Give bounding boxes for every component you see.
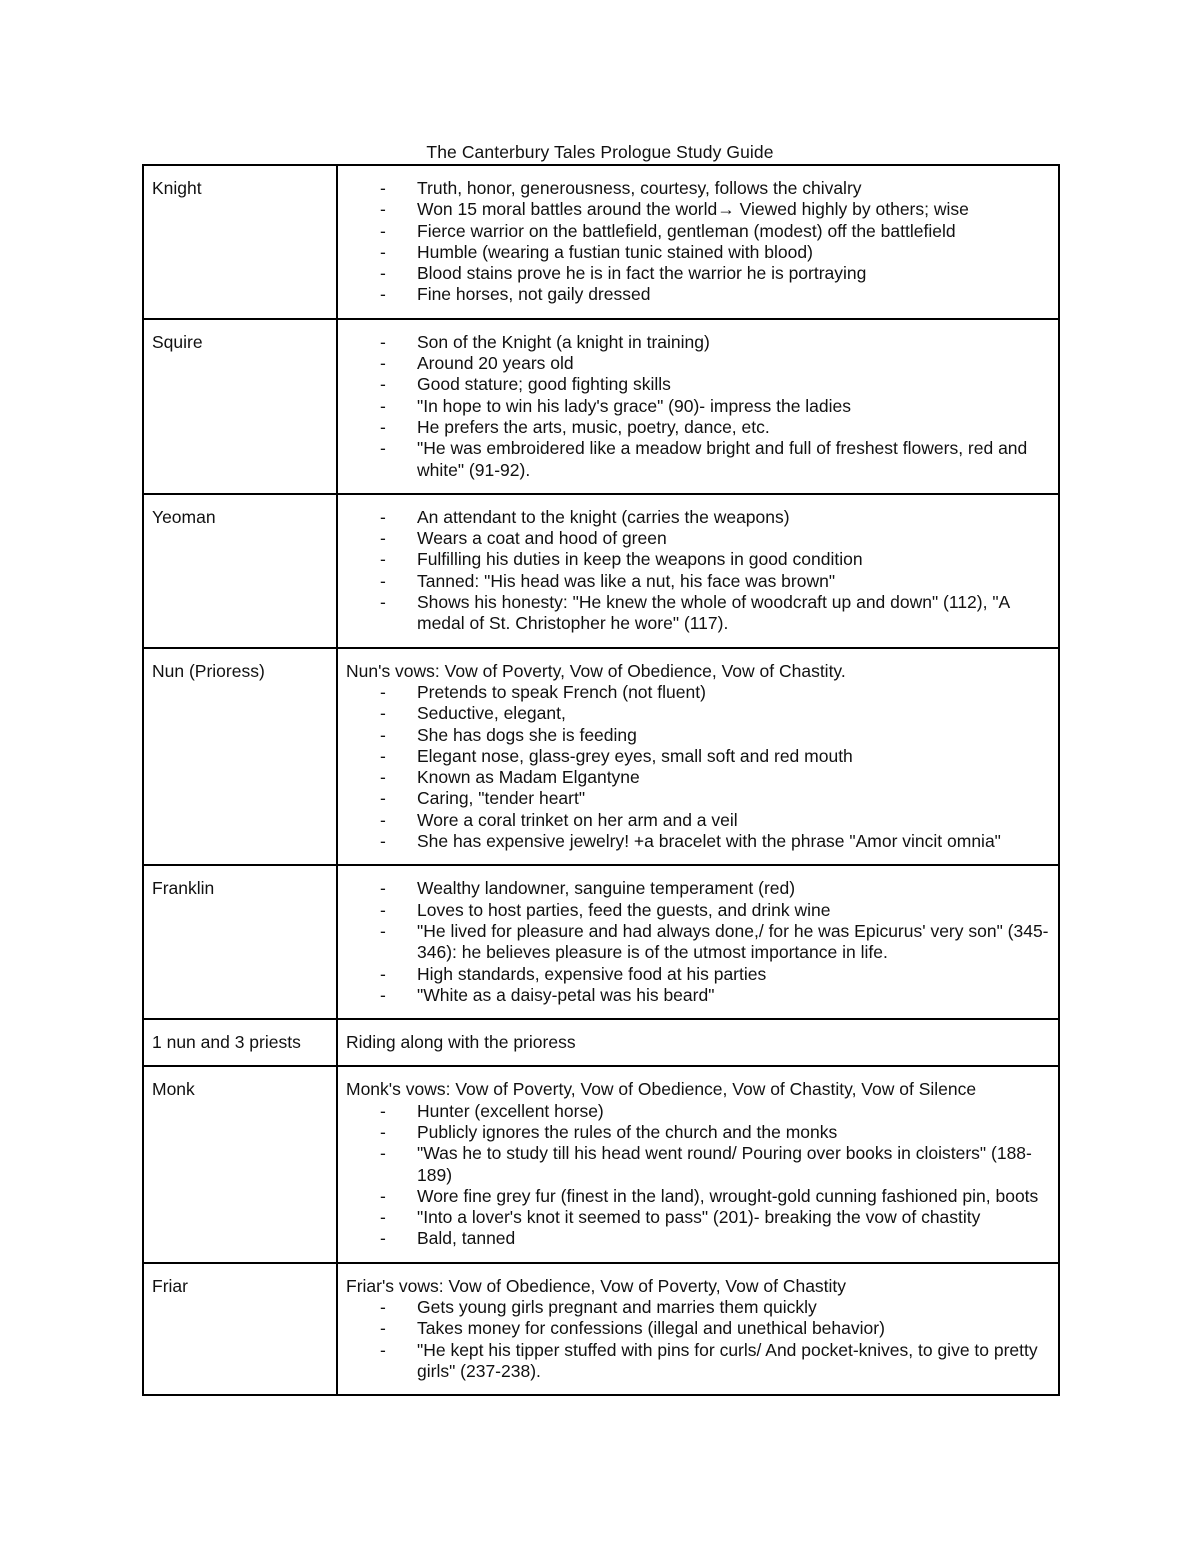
trait-item: - "Into a lover's knot it seemed to pass" (201)- breaking the vow of chastity — [346, 1207, 1050, 1228]
character-name: Monk — [143, 1066, 337, 1262]
character-row — [143, 865, 1059, 1019]
trait-item: - Shows his honesty: "He knew the whole of woodcraft up and down" (112), "A medal of St. Christopher he wore" (117). — [346, 592, 1050, 635]
character-row — [143, 1066, 1059, 1262]
page-title: The Canterbury Tales Prologue Study Guide — [426, 142, 774, 162]
character-name: Franklin — [143, 865, 337, 1019]
trait-list — [346, 178, 1050, 306]
trait-item: - Fierce warrior on the battlefield, gentleman (modest) off the battlefield — [346, 221, 1050, 242]
trait-item: - Tanned: "His head was like a nut, his face was brown" — [346, 571, 1050, 592]
trait-item: - Wealthy landowner, sanguine temperament (red) — [346, 878, 1050, 899]
trait-item: - "Was he to study till his head went round/ Pouring over books in cloisters" (188-189) — [346, 1143, 1050, 1186]
trait-item: - Seductive, elegant, — [346, 703, 1050, 724]
trait-item: - Elegant nose, glass-grey eyes, small soft and red mouth — [346, 746, 1050, 767]
trait-item: - "He was embroidered like a meadow bright and full of freshest flowers, red and white" (91-92). — [346, 438, 1050, 481]
trait-item: - "White as a daisy-petal was his beard" — [346, 985, 1050, 1006]
trait-item: - Known as Madam Elgantyne — [346, 767, 1050, 788]
trait-item: - Blood stains prove he is in fact the warrior he is portraying — [346, 263, 1050, 284]
trait-list — [346, 878, 1050, 1006]
trait-list — [346, 1101, 1050, 1250]
trait-item: - She has dogs she is feeding — [346, 725, 1050, 746]
trait-item: - High standards, expensive food at his parties — [346, 964, 1050, 985]
character-row — [143, 494, 1059, 648]
trait-item: - Hunter (excellent horse) — [346, 1101, 1050, 1122]
character-name: 1 nun and 3 priests — [143, 1019, 337, 1066]
trait-item: - Good stature; good fighting skills — [346, 374, 1050, 395]
character-name: Squire — [143, 319, 337, 494]
character-description — [337, 865, 1059, 1019]
character-row — [143, 1019, 1059, 1066]
study-guide-table — [142, 164, 1060, 1396]
character-description — [337, 165, 1059, 319]
character-row — [143, 648, 1059, 866]
trait-item: - Wore fine grey fur (finest in the land), wrought-gold cunning fashioned pin, boots — [346, 1186, 1050, 1207]
character-description — [337, 1263, 1059, 1395]
character-description — [337, 1019, 1059, 1066]
trait-item: - Humble (wearing a fustian tunic stained with blood) — [346, 242, 1050, 263]
trait-item: - Bald, tanned — [346, 1228, 1050, 1249]
trait-item: - Son of the Knight (a knight in training) — [346, 332, 1050, 353]
character-name: Friar — [143, 1263, 337, 1395]
character-description — [337, 494, 1059, 648]
character-description — [337, 648, 1059, 866]
description-lead: Nun's vows: Vow of Poverty, Vow of Obedience, Vow of Chastity. — [346, 660, 846, 681]
trait-list — [346, 507, 1050, 635]
trait-item: - "In hope to win his lady's grace" (90)- impress the ladies — [346, 396, 1050, 417]
character-row — [143, 1263, 1059, 1395]
trait-item: - Gets young girls pregnant and marries them quickly — [346, 1297, 1050, 1318]
trait-item: - Fine horses, not gaily dressed — [346, 284, 1050, 305]
trait-item: - She has expensive jewelry! +a bracelet with the phrase "Amor vincit omnia" — [346, 831, 1050, 852]
trait-list — [346, 332, 1050, 481]
trait-item: - Wore a coral trinket on her arm and a veil — [346, 810, 1050, 831]
trait-item: - An attendant to the knight (carries the weapons) — [346, 507, 1050, 528]
trait-item: - "He kept his tipper stuffed with pins for curls/ And pocket-knives, to give to pretty girls" (237-238). — [346, 1340, 1050, 1383]
character-description — [337, 1066, 1059, 1262]
trait-list — [346, 682, 1050, 852]
trait-item: - Pretends to speak French (not fluent) — [346, 682, 1050, 703]
character-row — [143, 319, 1059, 494]
trait-item: - He prefers the arts, music, poetry, dance, etc. — [346, 417, 1050, 438]
description-lead: Friar's vows: Vow of Obedience, Vow of Poverty, Vow of Chastity — [346, 1275, 847, 1296]
description-lead: Riding along with the prioress — [346, 1032, 576, 1053]
trait-item: - Caring, "tender heart" — [346, 788, 1050, 809]
trait-item: - Takes money for confessions (illegal and unethical behavior) — [346, 1318, 1050, 1339]
character-description — [337, 319, 1059, 494]
character-name: Nun (Prioress) — [143, 648, 337, 866]
trait-item: - Wears a coat and hood of green — [346, 528, 1050, 549]
trait-item: - Loves to host parties, feed the guests, and drink wine — [346, 900, 1050, 921]
trait-item: - Fulfilling his duties in keep the weapons in good condition — [346, 549, 1050, 570]
description-lead: Monk's vows: Vow of Poverty, Vow of Obedience, Vow of Chastity, Vow of Silence — [346, 1079, 977, 1100]
trait-item: - Won 15 moral battles around the world→ Viewed highly by others; wise — [346, 199, 1050, 220]
trait-list — [346, 1297, 1050, 1382]
study-guide-body — [143, 165, 1059, 1395]
trait-item: - Publicly ignores the rules of the church and the monks — [346, 1122, 1050, 1143]
character-row — [143, 165, 1059, 319]
character-name: Knight — [143, 165, 337, 319]
trait-item: - "He lived for pleasure and had always done,/ for he was Epicurus' very son" (345-346): he believes pleasure is of the utmost importance in life. — [346, 921, 1050, 964]
character-name: Yeoman — [143, 494, 337, 648]
trait-item: - Around 20 years old — [346, 353, 1050, 374]
trait-item: - Truth, honor, generousness, courtesy, follows the chivalry — [346, 178, 1050, 199]
